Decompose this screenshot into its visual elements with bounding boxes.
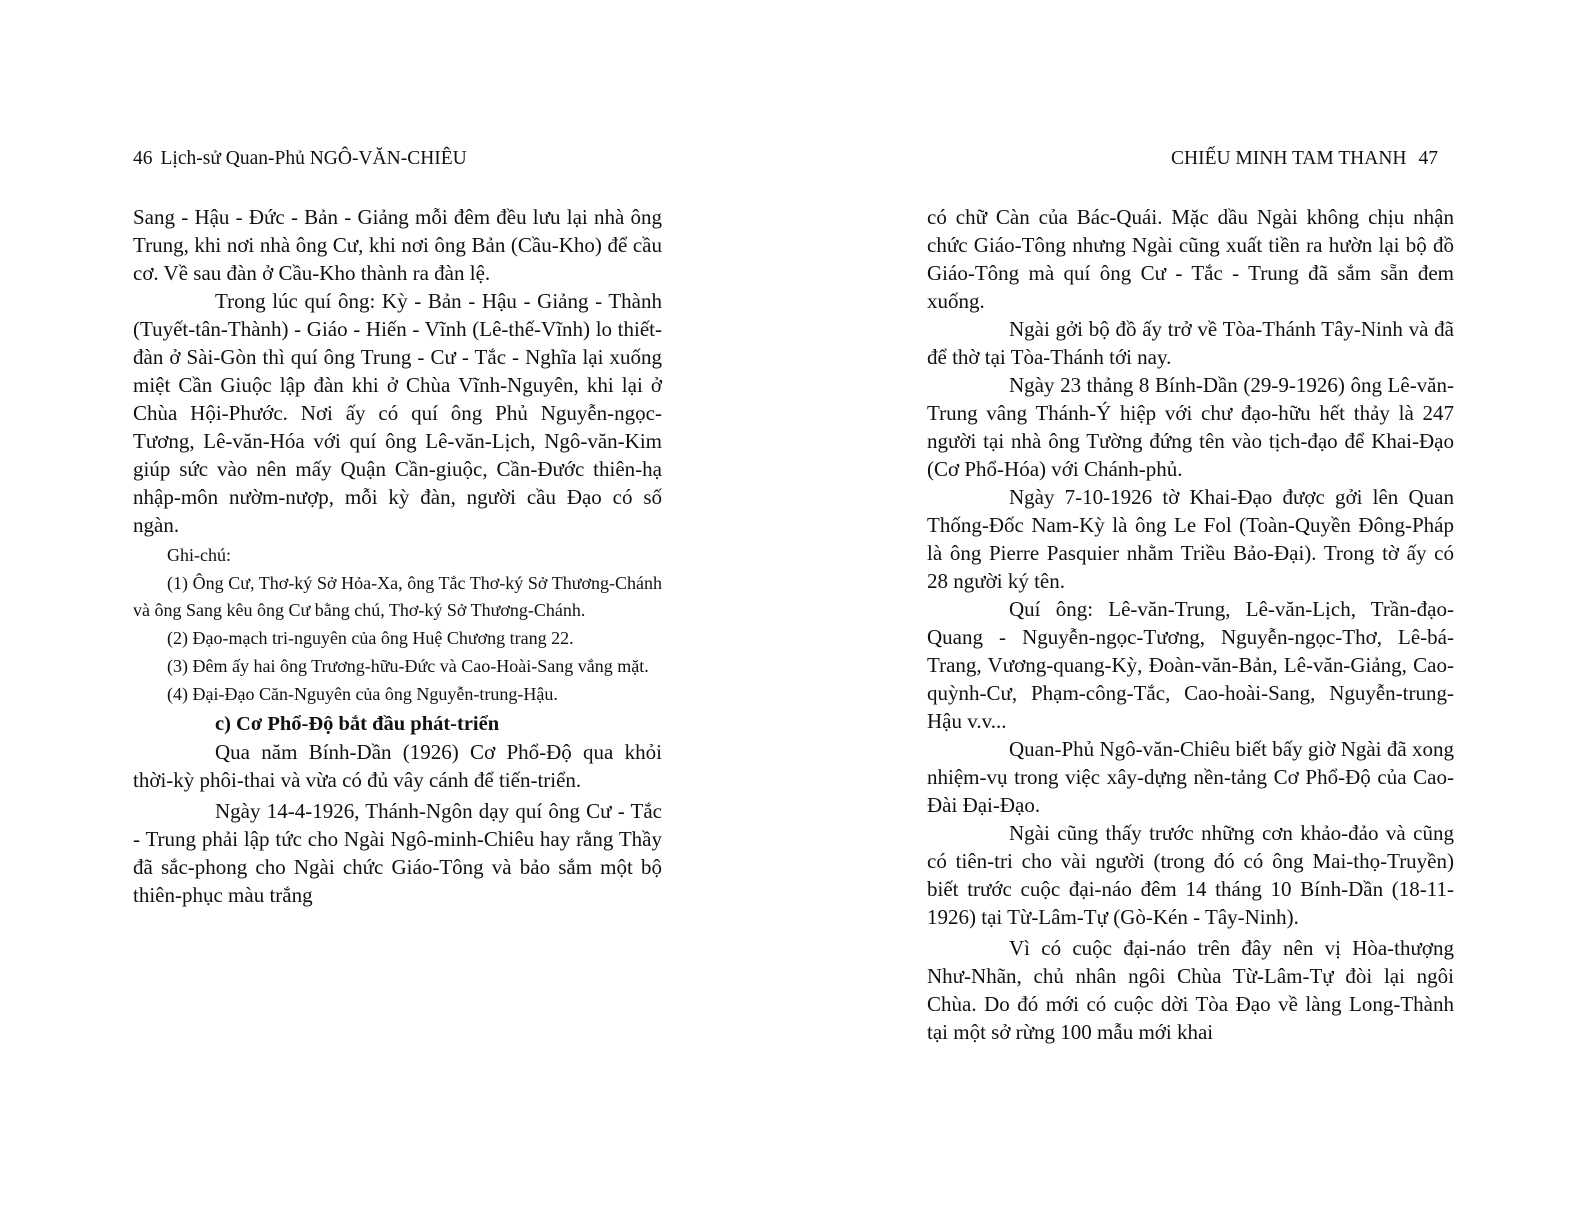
paragraph: Ngài gởi bộ đồ ấy trở về Tòa-Thánh Tây-Ninh và đã để thờ tại Tòa-Thánh tới nay. (927, 317, 1454, 369)
right-page-header (1171, 148, 1438, 170)
footnote: (1) Ông Cư, Thơ-ký Sở Hỏa-Xa, ông Tắc Thơ-ký Sở Thương-Chánh và ông Sang kêu ông Cư bằng chú, Thơ-ký Sở Thương-Chánh. (133, 573, 662, 620)
page-number: 46 (133, 148, 153, 169)
notes-label: Ghi-chú: (167, 545, 231, 565)
paragraph: Ngày 14-4-1926, Thánh-Ngôn dạy quí ông Cư - Tắc - Trung phải lập tức cho Ngài Ngô-minh-Chiêu hay rằng Thầy đã sắc-phong cho Ngài chức Giáo-Tông và bảo sắm một bộ thiên-phục màu trắng (133, 799, 662, 907)
section-heading: c) Cơ Phổ-Độ bắt đầu phát-triển (215, 713, 500, 735)
footnote: (4) Đại-Đạo Căn-Nguyên của ông Nguyễn-trung-Hậu. (167, 684, 558, 704)
right-page-body (927, 203, 1454, 1046)
paragraph: Ngài cũng thấy trước những cơn khảo-đảo và cũng có tiên-tri cho vài người (trong đó có ông Mai-thọ-Truyền) biết trước cuộc đại-náo đêm 14 tháng 10 Bính-Dần (18-11-1926) tại Từ-Lâm-Tự (Gò-Kén - Tây-Ninh). (927, 821, 1454, 929)
paragraph: Sang - Hậu - Đức - Bản - Giảng mỗi đêm đều lưu lại nhà ông Trung, khi nơi nhà ông Cư, khi nơi ông Bản (Cầu-Kho) để cầu cơ. Về sau đàn ở Cầu-Kho thành ra đàn lệ. (133, 205, 662, 285)
running-title: CHIẾU MINH TAM THANH (1170, 148, 1407, 169)
left-page-header (133, 148, 467, 170)
paragraph: Vì có cuộc đại-náo trên đây nên vị Hòa-thượng Như-Nhãn, chủ nhân ngôi Chùa Từ-Lâm-Tự đòi lại ngôi Chùa. Do đó mới có cuộc dời Tòa Đạo về làng Long-Thành tại một sở rừng 100 mẫu mới khai (927, 936, 1454, 1044)
right-page (792, 0, 1584, 1224)
footnote: (3) Đêm ấy hai ông Trương-hữu-Đức và Cao-Hoài-Sang vắng mặt. (167, 656, 649, 676)
page-number: 47 (1418, 148, 1438, 169)
paragraph: Ngày 23 thảng 8 Bính-Dần (29-9-1926) ông Lê-văn-Trung vâng Thánh-Ý hiệp với chư đạo-hữu hết thảy là 247 người tại nhà ông Tường đứng tên vào tịch-đạo để Khai-Đạo (Cơ Phổ-Hóa) với Chánh-phủ. (927, 373, 1454, 481)
left-page-body (133, 203, 662, 909)
paragraph: Qua năm Bính-Dần (1926) Cơ Phổ-Độ qua khỏi thời-kỳ phôi-thai và vừa có đủ vây cánh để tiến-triển. (133, 740, 662, 792)
running-title: Lịch-sử Quan-Phủ NGÔ-VĂN-CHIÊU (160, 148, 467, 169)
paragraph: Trong lúc quí ông: Kỳ - Bản - Hậu - Giảng - Thành (Tuyết-tân-Thành) - Giáo - Hiến - Vĩnh (Lê-thế-Vĩnh) lo thiết-đàn ở Sài-Gòn thì quí ông Trung - Cư - Tắc - Nghĩa lại xuống miệt Cần Giuộc lập đàn khi ở Chùa Vĩnh-Nguyên, khi lại ở Chùa Hội-Phước. Nơi ấy có quí ông Phủ Nguyễn-ngọc-Tương, Lê-văn-Hóa với quí ông Lê-văn-Lịch, Ngô-văn-Kim giúp sức vào nên mấy Quận Cần-giuộc, Cần-Đước thiên-hạ nhập-môn nườm-nượp, mỗi kỳ đàn, người cầu Đạo có số ngàn. (133, 289, 662, 537)
paragraph: Quí ông: Lê-văn-Trung, Lê-văn-Lịch, Trần-đạo-Quang - Nguyễn-ngọc-Tương, Nguyễn-ngọc-Thơ, Lê-bá-Trang, Vương-quang-Kỳ, Đoàn-văn-Bản, Lê-văn-Giảng, Cao-quỳnh-Cư, Phạm-công-Tắc, Cao-hoài-Sang, Nguyễn-trung-Hậu v.v... (927, 597, 1454, 733)
paragraph: Ngày 7-10-1926 tờ Khai-Đạo được gởi lên Quan Thống-Đốc Nam-Kỳ là ông Le Fol (Toàn-Quyền Đông-Pháp là ông Pierre Pasquier nhằm Triều Bảo-Đại). Trong tờ ấy có 28 người ký tên. (927, 485, 1454, 593)
paragraph: Quan-Phủ Ngô-văn-Chiêu biết bấy giờ Ngài đã xong nhiệm-vụ trong việc xây-dựng nền-tảng Cơ Phổ-Độ của Cao-Đài Đại-Đạo. (927, 737, 1454, 817)
paragraph: có chữ Càn của Bác-Quái. Mặc dầu Ngài không chịu nhận chức Giáo-Tông nhưng Ngài cũng xuất tiền ra hườn lại bộ đồ Giáo-Tông mà quí ông Cư - Tắc - Trung đã sắm sẵn đem xuống. (927, 205, 1454, 313)
footnote: (2) Đạo-mạch tri-nguyên của ông Huệ Chương trang 22. (167, 628, 574, 648)
